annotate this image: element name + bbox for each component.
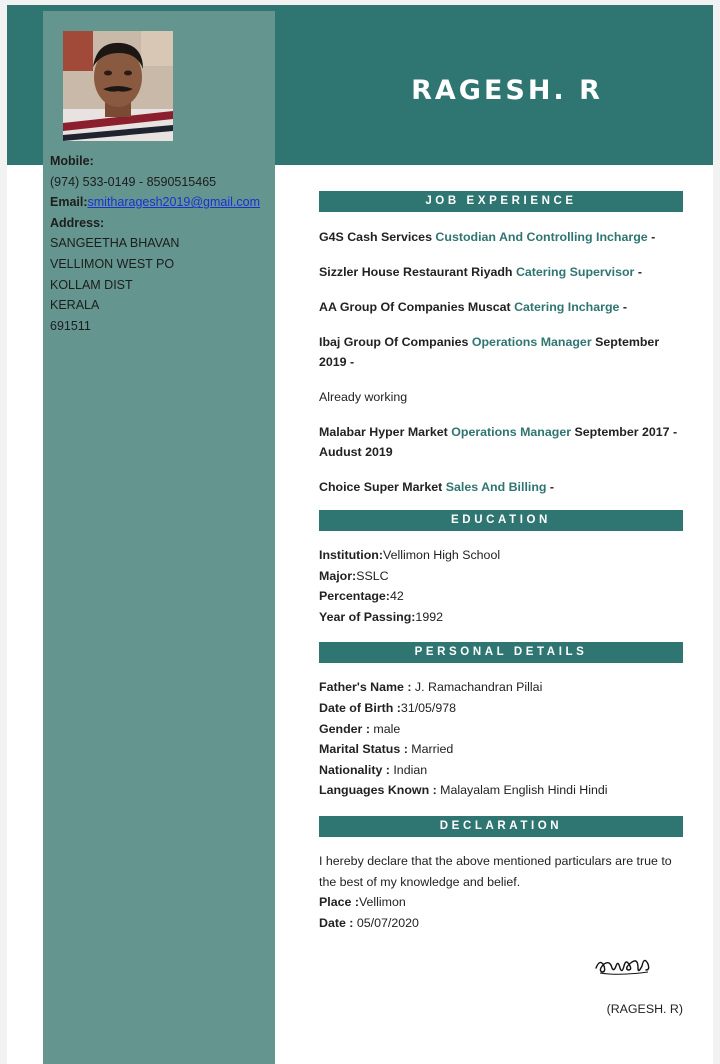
mobile-label: Mobile: — [50, 154, 94, 168]
contact-info — [50, 151, 275, 336]
personal-item: Gender : male — [319, 721, 401, 736]
address-line: 691511 — [50, 318, 91, 333]
job-entry: Malabar Hyper Market Operations Manager September 2017 - Audust 2019 — [319, 425, 678, 459]
job-note: Already working — [319, 390, 408, 404]
address-line: VELLIMON WEST PO — [50, 256, 175, 271]
declaration-text: I hereby declare that the above mentioned particulars are true to the best of my knowledge and belief. — [319, 853, 672, 889]
personal-item: Nationality : Indian — [319, 762, 428, 777]
personal-item: Father's Name : J. Ramachandran Pillai — [319, 680, 543, 695]
declaration-block — [319, 851, 683, 933]
email-link[interactable]: smitharagesh2019@gmail.com — [87, 195, 261, 210]
main-content — [319, 191, 683, 933]
job-entry: Choice Super Market Sales And Billing - — [319, 480, 555, 494]
address-line: KOLLAM DIST — [50, 277, 133, 292]
address-line: KERALA — [50, 298, 100, 313]
job-entry: AA Group Of Companies Muscat Catering Incharge - — [319, 300, 628, 314]
personal-item: Marital Status : Married — [319, 742, 454, 757]
section-heading-declaration: DECLARATION — [319, 816, 683, 837]
education-item: Major:SSLC — [319, 568, 389, 583]
section-heading-job-experience: JOB EXPERIENCE — [319, 191, 683, 212]
section-heading-education: EDUCATION — [319, 510, 683, 531]
resume-page — [7, 5, 713, 1064]
section-heading-personal-details: PERSONAL DETAILS — [319, 642, 683, 663]
address-label: Address: — [50, 215, 105, 230]
personal-item: Date of Birth :31/05/978 — [319, 700, 457, 715]
declaration-place: Place :Vellimon — [319, 895, 406, 910]
job-entry: Sizzler House Restaurant Riyadh Catering Supervisor - — [319, 265, 642, 279]
mobile-value: (974) 533-0149 - 8590515465 — [50, 174, 217, 189]
address-line: SANGEETHA BHAVAN — [50, 236, 180, 251]
job-entry: G4S Cash Services Custodian And Controlling Incharge - — [319, 230, 656, 244]
education-item: Year of Passing:1992 — [319, 609, 443, 624]
signature — [592, 952, 654, 978]
signed-name: (RAGESH. R) — [606, 1002, 683, 1016]
personal-list — [319, 677, 683, 801]
declaration-date: Date : 05/07/2020 — [319, 915, 419, 930]
education-item: Percentage:42 — [319, 589, 404, 604]
personal-item: Languages Known : Malayalam English Hindi Hindi — [319, 783, 608, 798]
education-item: Institution:Vellimon High School — [319, 548, 501, 562]
candidate-name: RAGESH. R — [411, 75, 603, 106]
profile-photo — [63, 31, 173, 141]
education-list — [319, 545, 683, 627]
job-entry: Ibaj Group Of Companies Operations Manager September 2019 - — [319, 335, 660, 369]
sidebar — [43, 11, 275, 1064]
email-label: Email: — [50, 195, 88, 210]
